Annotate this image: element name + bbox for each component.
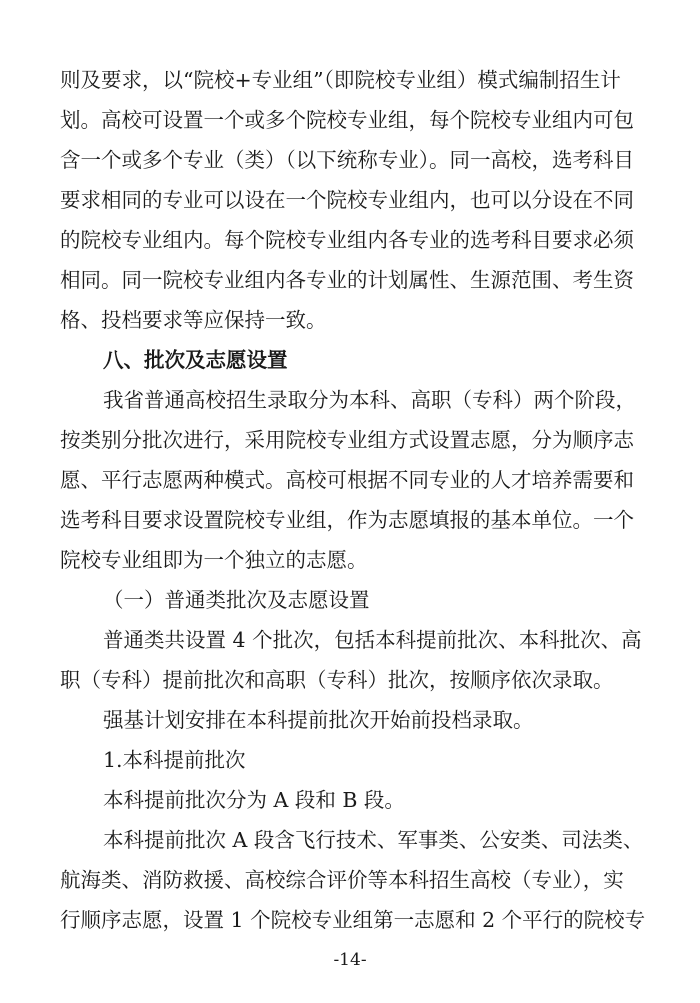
body-line: 按类别分批次进行，采用院校专业组方式设置志愿，分为顺序志 — [60, 428, 634, 452]
body-line: 的院校专业组内。每个院校专业组内各专业的选考科目要求必须 — [60, 228, 634, 252]
paragraph-first-line: 普通类共设置 4 个批次，包括本科提前批次、本科批次、高 — [103, 628, 642, 652]
paragraph-first-line: 强基计划安排在本科提前批次开始前投档录取。 — [103, 708, 534, 732]
body-line: 含一个或多个专业（类）（以下统称专业）。同一高校，选考科目 — [60, 148, 634, 172]
section-heading: 八、批次及志愿设置 — [103, 348, 288, 372]
page-number: -14- — [333, 950, 367, 970]
body-line: 选考科目要求设置院校专业组，作为志愿填报的基本单位。一个 — [60, 508, 634, 532]
paragraph-first-line: 本科提前批次 A 段含飞行技术、军事类、公安类、司法类、 — [103, 828, 644, 852]
paragraph-first-line: 我省普通高校招生录取分为本科、高职（专科）两个阶段， — [103, 388, 636, 412]
body-line: 愿、平行志愿两种模式。高校可根据不同专业的人才培养需要和 — [60, 468, 634, 492]
body-line: 要求相同的专业可以设在一个院校专业组内，也可以分设在不同 — [60, 188, 634, 212]
paragraph-first-line: 本科提前批次分为 A 段和 B 段。 — [103, 788, 405, 812]
body-line: 院校专业组即为一个独立的志愿。 — [60, 548, 368, 572]
body-line: 则及要求，以“院校+专业组”（即院校专业组）模式编制招生计 — [60, 68, 621, 92]
item-heading: 1.本科提前批次 — [103, 748, 246, 772]
body-line: 职（专科）提前批次和高职（专科）批次，按顺序依次录取。 — [60, 668, 614, 692]
body-line: 航海类、消防救援、高校综合评价等本科招生高校（专业），实 — [60, 868, 624, 892]
body-line: 行顺序志愿，设置 1 个院校专业组第一志愿和 2 个平行的院校专 — [60, 908, 646, 932]
body-line: 相同。同一院校专业组内各专业的计划属性、生源范围、考生资 — [60, 268, 634, 292]
body-line: 格、投档要求等应保持一致。 — [60, 308, 327, 332]
subsection-heading: （一）普通类批次及志愿设置 — [103, 588, 370, 612]
body-line: 划。高校可设置一个或多个院校专业组，每个院校专业组内可包 — [60, 108, 634, 132]
